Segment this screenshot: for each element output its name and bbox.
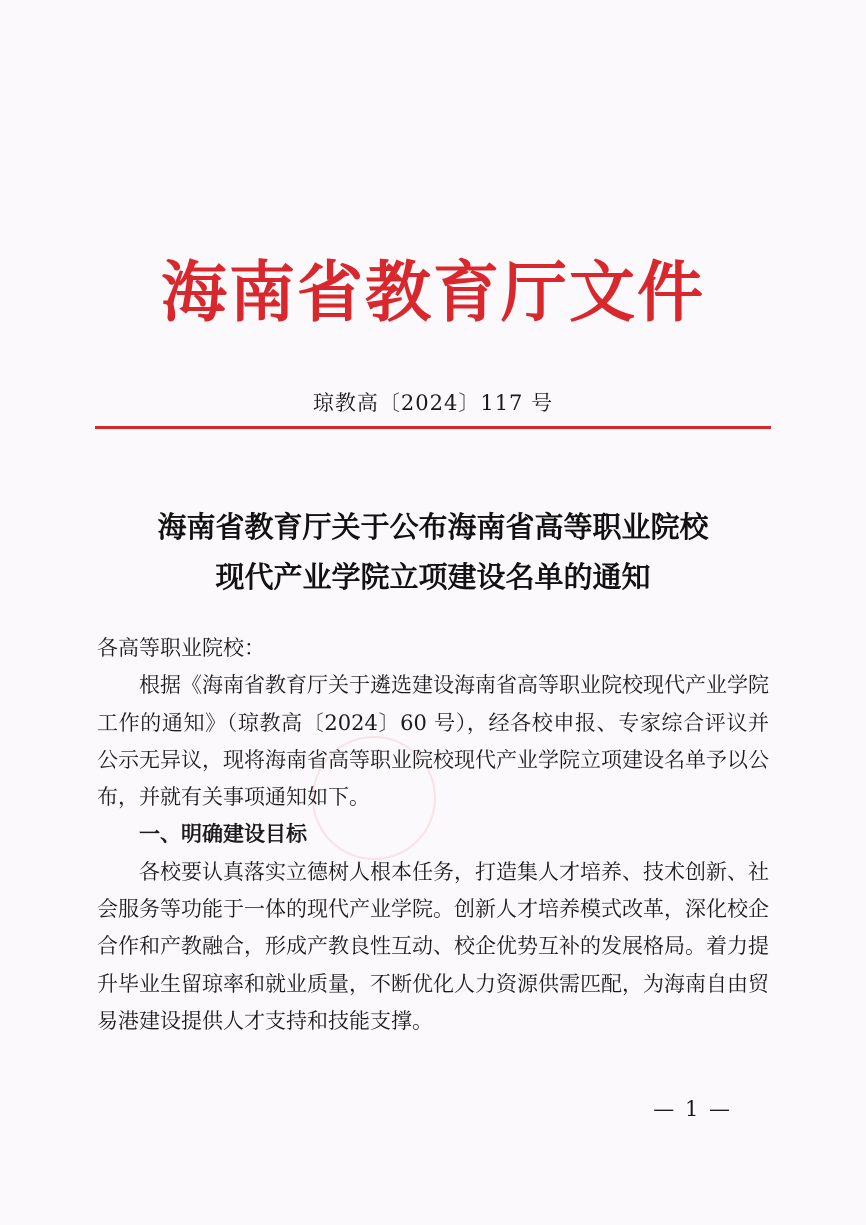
document-number: 琼教高〔2024〕117 号 <box>312 391 554 415</box>
page-number: — 1 — <box>653 1097 732 1121</box>
notice-title-line-1: 海南省教育厅关于公布海南省高等职业院校 <box>157 510 709 544</box>
red-divider-line <box>95 426 771 429</box>
salutation: 各高等职业院校： <box>97 636 265 660</box>
notice-title <box>0 502 866 602</box>
document-body <box>97 630 769 1040</box>
paragraph-2: 各校要认真落实立德树人根本任务，打造集人才培养、技术创新、社会服务等功能于一体的现代产业学院。创新人才培养模式改革，深化校企合作和产教融合，形成产教良性互动、校企优势互补的发展格局。着力提升毕业生留琼率和就业质量，不断优化人力资源供需匹配，为海南自由贸易港建设提供人才支持和技能支撑。 <box>97 859 769 1033</box>
paragraph-1: 根据《海南省教育厅关于遴选建设海南省高等职业院校现代产业学院工作的通知》（琼教高〔2024〕60 号），经各校申报、专家综合评议并公示无异议，现将海南省高等职业院校现代产业学院立项建设名单予以公布，并就有关事项通知如下。 <box>97 673 769 810</box>
masthead-title: 海南省教育厅文件 <box>161 253 705 331</box>
section-heading-1: 一、明确建设目标 <box>139 822 307 847</box>
notice-title-line-2: 现代产业学院立项建设名单的通知 <box>215 560 651 594</box>
